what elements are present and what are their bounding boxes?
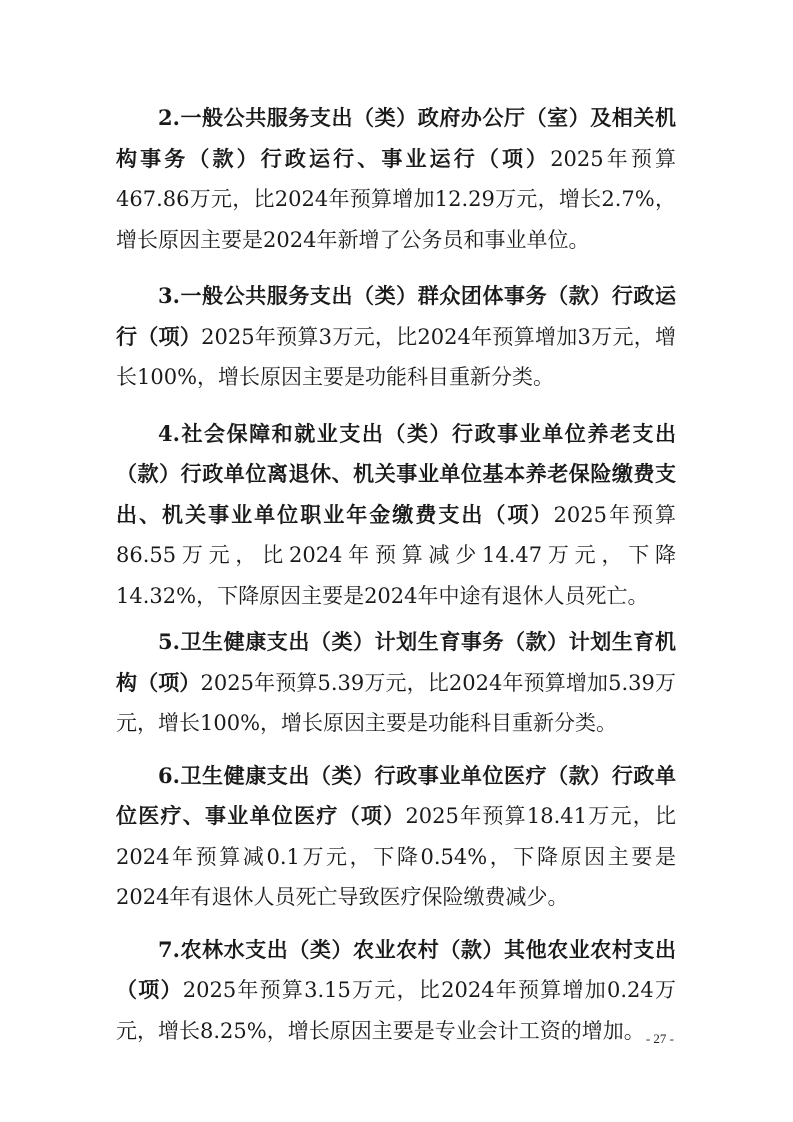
- page-number: - 27 -: [645, 1031, 674, 1046]
- paragraph-text: 2025年预算3万元，比2024年预算增加3万元，增长100%，增长原因主要是功能科目重新分类。: [116, 324, 677, 389]
- paragraph-text: 2025年预算5.39万元，比2024年预算增加5.39万元，增长100%，增长原因主要是功能科目重新分类。: [116, 670, 677, 735]
- paragraph-heading: 4.社会保障和就业支出（类）行政事业单位养老支出（款）行政单位离退休、机关事业单位基本养老保险缴费支出、机关事业单位职业年金缴费支出（项）: [116, 420, 676, 527]
- paragraph-heading: 7.农林水支出（类）农业农村（款）其他农业农村支出（项）: [116, 936, 676, 1002]
- paragraph-item-5: [116, 622, 676, 744]
- paragraph-item-2: [116, 98, 676, 260]
- document-body: [116, 98, 676, 1051]
- paragraph-heading: 3.一般公共服务支出（类）群众团体事务（款）行政运行（项）: [116, 283, 676, 349]
- paragraph-item-7: [116, 930, 676, 1052]
- paragraph-text: 2025年预算18.41万元，比2024年预算减0.1万元，下降0.54%，下降原因主要是2024年有退休人员死亡导致医疗保险缴费减少。: [116, 804, 677, 909]
- paragraph-text: 2025年预算86.55万元，比2024年预算减少14.47万元，下降14.32%，下降原因主要是2024年中途有退休人员死亡。: [116, 502, 677, 608]
- paragraph-heading: 5.卫生健康支出（类）计划生育事务（款）计划生育机构（项）: [116, 629, 676, 695]
- paragraph-item-6: [116, 756, 676, 918]
- paragraph-heading: 6.卫生健康支出（类）行政事业单位医疗（款）行政单位医疗、事业单位医疗（项）: [116, 762, 676, 828]
- paragraph-text: 2025年预算467.86万元，比2024年预算增加12.29万元，增长2.7%，增长原因主要是2024年新增了公务员和事业单位。: [116, 146, 676, 252]
- paragraph-item-3: [116, 276, 676, 398]
- paragraph-text: 2025年预算3.15万元，比2024年预算增加0.24万元，增长8.25%，增长原因主要是专业会计工资的增加。: [116, 978, 677, 1043]
- paragraph-item-4: [116, 414, 676, 617]
- paragraph-heading: 2.一般公共服务支出（类）政府办公厅（室）及相关机构事务（款）行政运行、事业运行（项）: [116, 105, 676, 171]
